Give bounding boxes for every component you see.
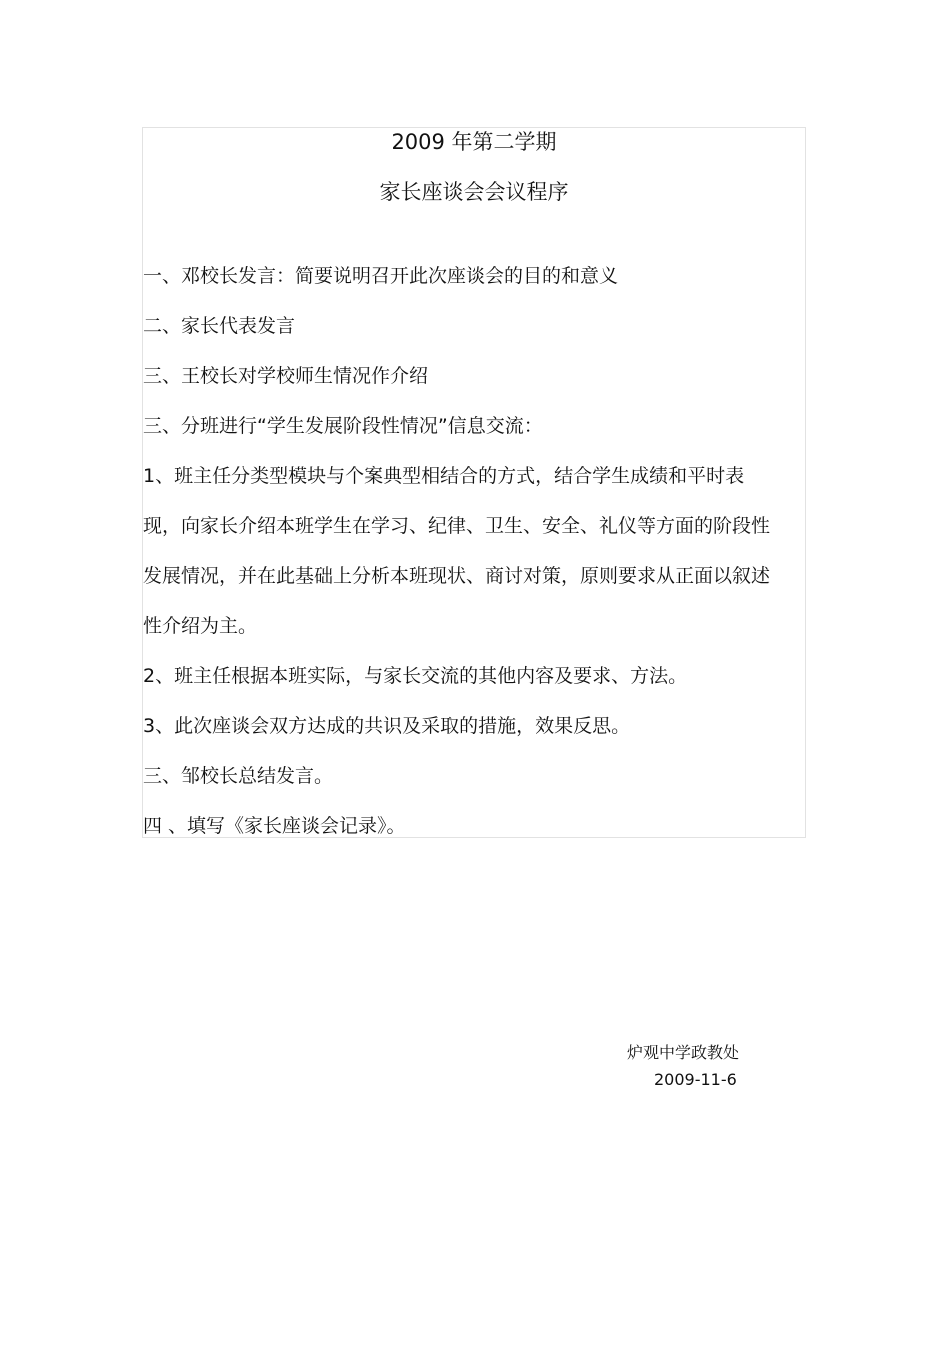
agenda-item-1: 一、邓校长发言：简要说明召开此次座谈会的目的和意义 (143, 265, 619, 287)
agenda-list (143, 251, 793, 851)
agenda-item-3: 三、王校长对学校师生情况作介绍 (143, 365, 429, 387)
issuer: 炉观中学政教处 (627, 1043, 740, 1062)
agenda-item-6: 四 、填写《家长座谈会记录》。 (143, 815, 406, 837)
agenda-subitem-1: 1、班主任分类型模块与个案典型相结合的方式，结合学生成绩和平时表现，向家长介绍本班学生在学习、纪律、卫生、安全、礼仪等方面的阶段性发展情况，并在此基础上分析本班现状、商讨对策，原则要求从正面以叙述性介绍为主。 (143, 465, 771, 637)
agenda-item-2: 二、家长代表发言 (143, 315, 296, 337)
agenda-item-4: 三、分班进行“学生发展阶段性情况”信息交流： (143, 415, 543, 437)
agenda-subitem-3: 3、此次座谈会双方达成的共识及采取的措施，效果反思。 (143, 715, 631, 737)
document-title: 2009 年第二学期 (391, 130, 557, 154)
document-subtitle: 家长座谈会会议程序 (379, 180, 569, 204)
agenda-item-5: 三、邹校长总结发言。 (143, 765, 334, 787)
agenda-subitem-2: 2、班主任根据本班实际，与家长交流的其他内容及要求、方法。 (143, 665, 688, 687)
issue-date: 2009-11-6 (654, 1070, 737, 1089)
